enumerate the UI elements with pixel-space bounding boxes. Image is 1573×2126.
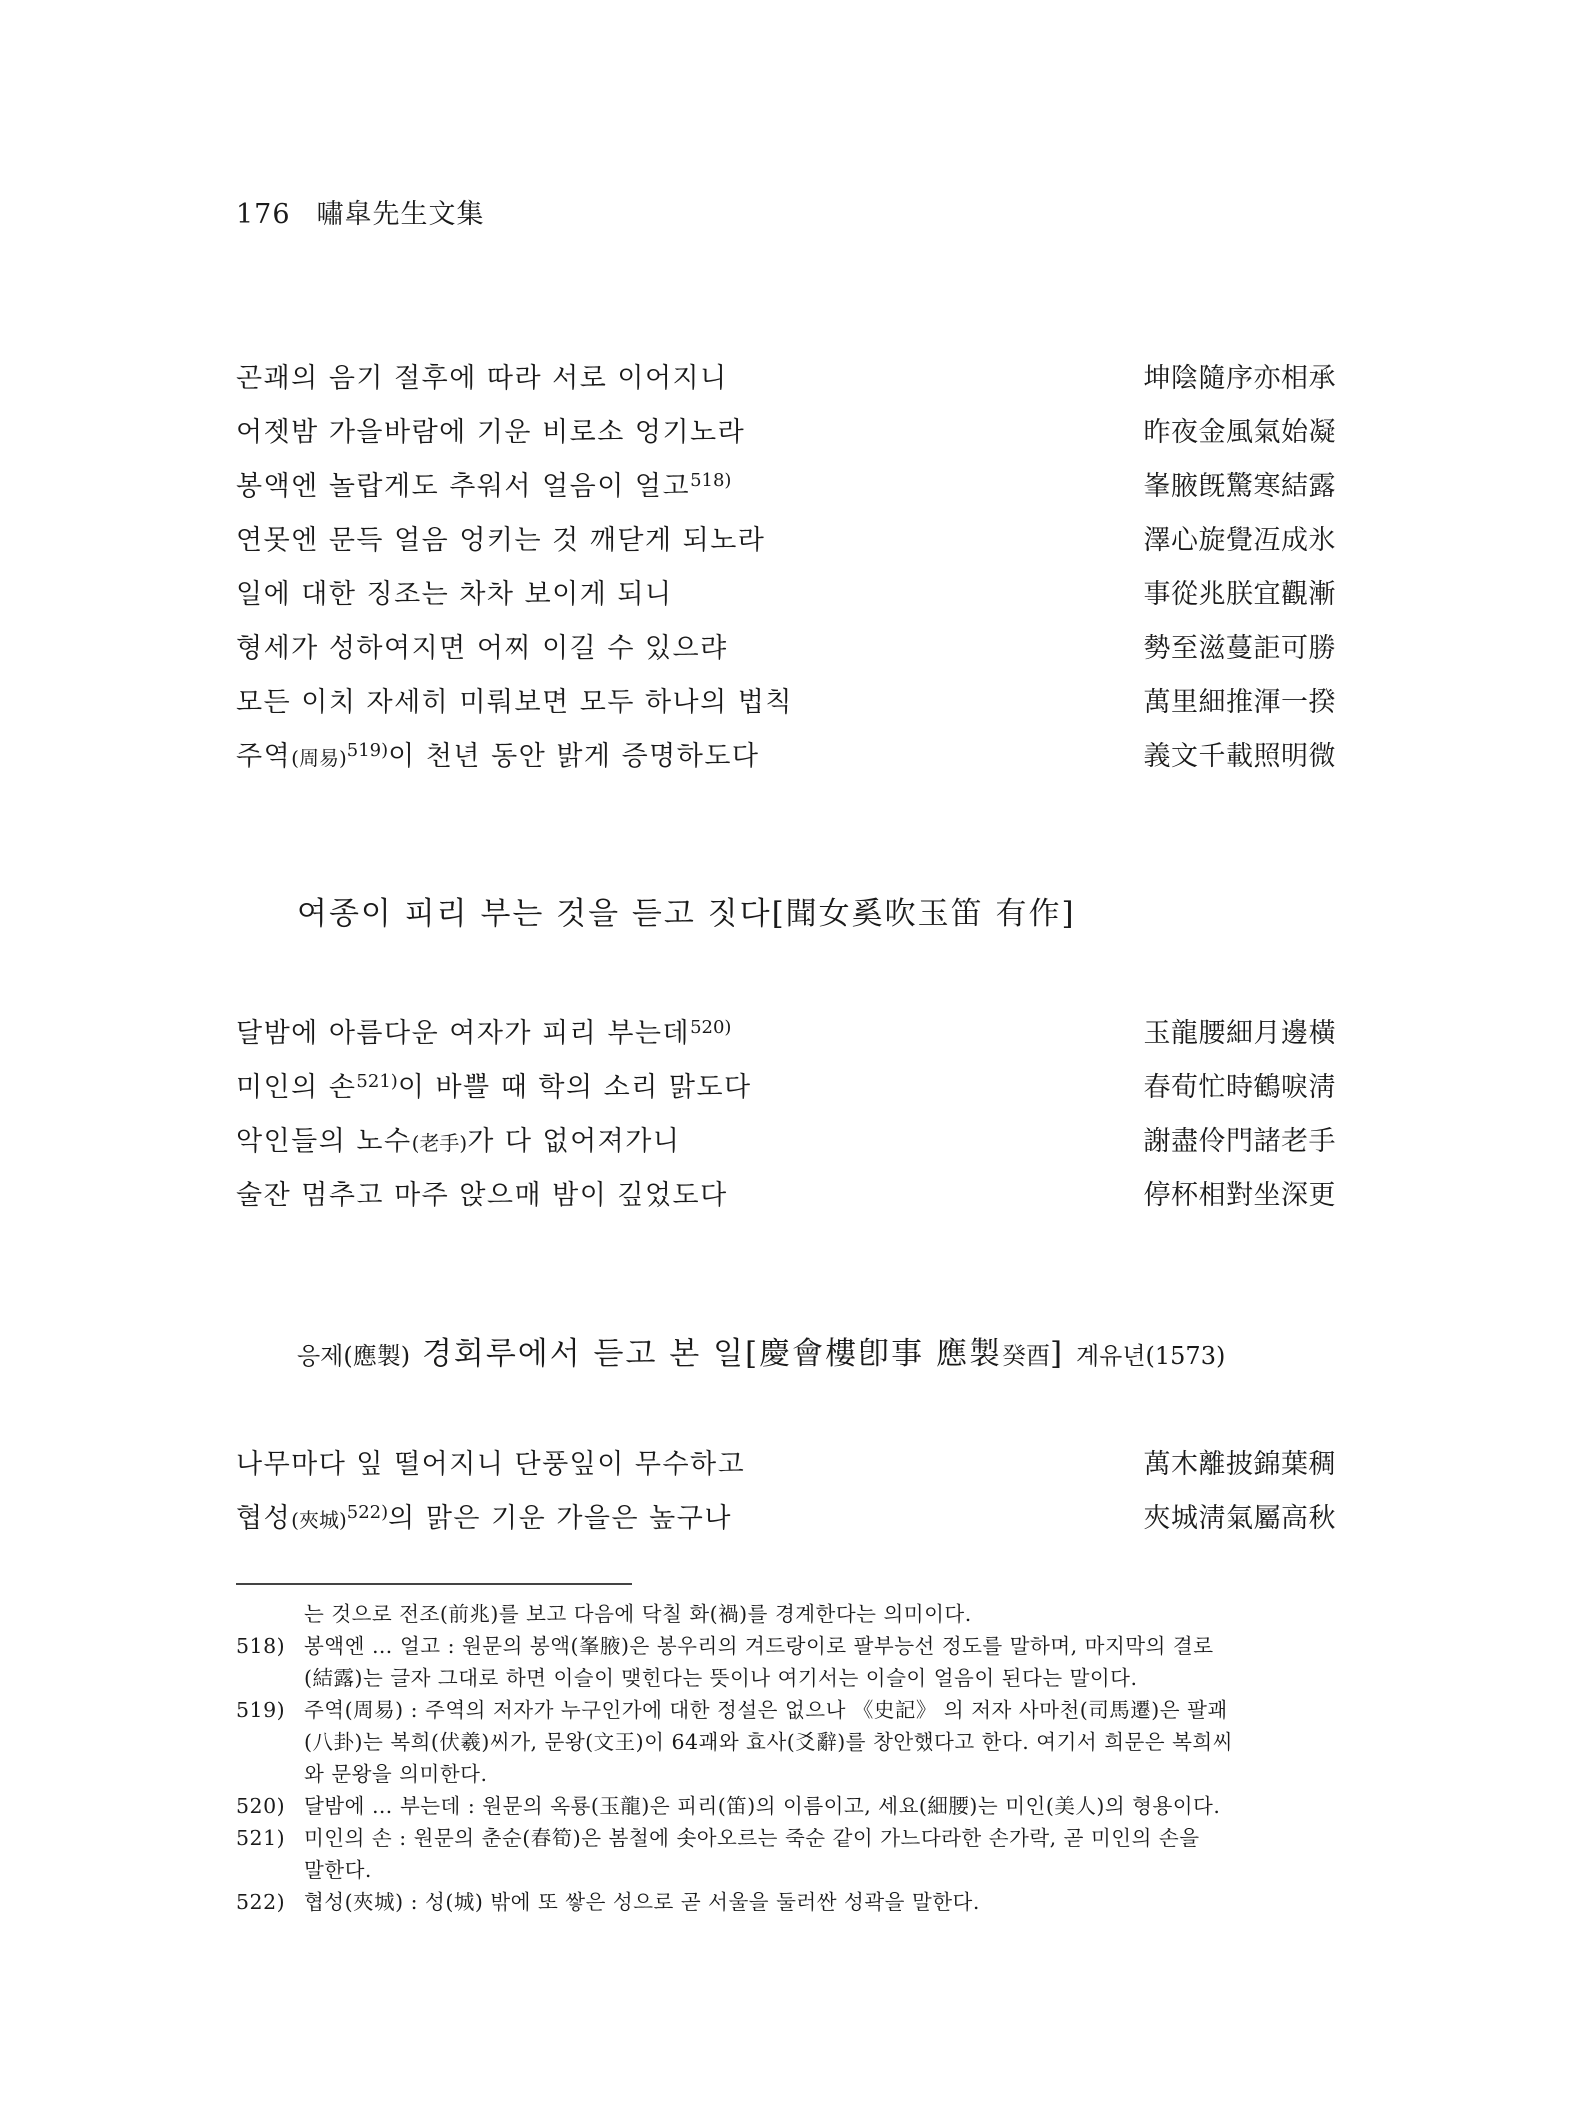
chinese-verse: 義文千載照明微: [1143, 741, 1336, 772]
verse-text: 협성: [236, 1503, 292, 1534]
footnote-ref[interactable]: 521): [356, 1071, 398, 1092]
hanja-gloss: (周易): [291, 746, 347, 770]
footnote-text: (八卦)는 복희(伏羲)씨가, 문왕(文王)이 64괘와 효사(爻辭)를 창안했다고 한다. 여기서 희문은 복희씨: [304, 1730, 1234, 1754]
footnote-519-cont: [236, 1726, 1336, 1758]
korean-verse: [236, 1061, 752, 1115]
poem-line: [236, 568, 1336, 622]
korean-verse: [236, 730, 760, 785]
footnote-number: 518): [236, 1634, 286, 1658]
title-korean: 여종이 피리 부는 것을 듣고 짓다: [297, 896, 772, 932]
poem-line: [236, 352, 1336, 406]
korean-verse: 어젯밤 가을바람에 기운 비로소 엉기노라: [236, 417, 746, 448]
footnote-ref[interactable]: 520): [690, 1017, 732, 1038]
chinese-verse: 停杯相對坐深更: [1143, 1180, 1336, 1211]
verse-text: 가 다 없어져가니: [467, 1126, 681, 1157]
verse-text: 이 천년 동안 밝게 증명하도다: [388, 741, 760, 772]
chinese-verse: 峯腋旣驚寒結露: [1143, 471, 1336, 502]
korean-verse: [236, 1492, 732, 1547]
verse-text: 이 바쁠 때 학의 소리 맑도다: [397, 1072, 752, 1103]
running-header: [236, 192, 485, 231]
chinese-verse: 萬里細推渾一揆: [1143, 687, 1336, 718]
korean-verse: [236, 1007, 731, 1061]
footnote-text: 봉액엔 … 얼고 : 원문의 봉액(峯腋)은 봉우리의 겨드랑이로 팔부능선 정도를 말하며, 마지막의 결로: [304, 1634, 1214, 1658]
poem-line: [236, 730, 1336, 784]
chinese-verse: 玉龍腰細月邊橫: [1143, 1018, 1336, 1049]
chinese-verse: 澤心旋覺冱成氷: [1143, 525, 1336, 556]
page-number: 176: [236, 199, 291, 230]
chinese-verse: 事從兆朕宜觀漸: [1143, 579, 1336, 610]
footnote-ref[interactable]: 522): [346, 1502, 389, 1523]
footnote-text: 미인의 손 : 원문의 춘순(春筍)은 봄철에 솟아오르는 죽순 같이 가느다라한 손가락, 곧 미인의 손을: [304, 1826, 1200, 1850]
title-korean: 경회루에서 듣고 본 일: [421, 1336, 746, 1372]
chinese-verse: 坤陰隨序亦相承: [1143, 363, 1336, 394]
title-bracket: ]: [1050, 1336, 1065, 1372]
footnote-518-cont: [236, 1662, 1336, 1694]
poem-line: [236, 1007, 1336, 1061]
korean-verse: [236, 460, 731, 514]
footnote-text: 달밤에 … 부는데 : 원문의 옥룡(玉龍)은 피리(笛)의 이름이고, 세요(細腰)는 미인(美人)의 형용이다.: [304, 1794, 1221, 1818]
poem-line: [236, 1115, 1336, 1169]
korean-verse: 형세가 성하여지면 어찌 이길 수 있으랴: [236, 633, 728, 664]
footnote-text: 주역(周易) : 주역의 저자가 누구인가에 대한 정설은 없으나 《史記》 의 저자 사마천(司馬遷)은 팔괘: [304, 1698, 1228, 1722]
footnotes: [236, 1598, 1336, 1918]
verse-text: 미인의 손: [236, 1072, 357, 1103]
footnote-text: 는 것으로 전조(前兆)를 보고 다음에 닥칠 화(禍)를 경계한다는 의미이다.: [304, 1602, 972, 1626]
korean-verse: 모든 이치 자세히 미뤄보면 모두 하나의 법칙: [236, 687, 793, 718]
title-year-hanja: 癸酉: [1002, 1342, 1050, 1370]
title-suffix: 계유년(1573): [1075, 1342, 1226, 1370]
poem-line: [236, 460, 1336, 514]
poem-line: [236, 1061, 1336, 1115]
title-chinese: [慶會樓卽事 應製: [745, 1336, 1002, 1372]
chinese-verse: 昨夜金風氣始凝: [1143, 417, 1336, 448]
poem-line: [236, 1438, 1336, 1492]
footnote-number: 519): [236, 1698, 286, 1722]
poem-line: [236, 622, 1336, 676]
poem-title: [297, 1328, 1225, 1373]
footnote-ref[interactable]: 519): [346, 740, 389, 761]
hanja-gloss: (老手): [411, 1131, 468, 1155]
verse-text: 의 맑은 기운 가을은 높구나: [388, 1503, 732, 1534]
korean-verse: 곤괘의 음기 절후에 따라 서로 이어지니: [236, 363, 728, 394]
verse-text: 악인들의 노수: [236, 1126, 412, 1157]
verse-text: 봉액엔 놀랍게도 추워서 얼음이 얼고: [236, 471, 691, 502]
poem-line: [236, 676, 1336, 730]
poem-1: [236, 352, 1336, 784]
footnote-522: [236, 1886, 1336, 1918]
footnote-519-cont: [236, 1758, 1336, 1790]
poem-line: [236, 406, 1336, 460]
chinese-verse: 夾城淸氣屬高秋: [1143, 1503, 1336, 1534]
chinese-verse: 萬木離披錦葉稠: [1143, 1449, 1336, 1480]
korean-verse: 일에 대한 징조는 차차 보이게 되니: [236, 579, 673, 610]
title-prefix: 응제(應製): [297, 1342, 411, 1370]
footnote-520: [236, 1790, 1336, 1822]
footnote-number: 521): [236, 1826, 286, 1850]
footnote-519: [236, 1694, 1336, 1726]
verse-text: 달밤에 아름다운 여자가 피리 부는데: [236, 1018, 691, 1049]
poem-line: [236, 514, 1336, 568]
footnote-text: 말한다.: [304, 1858, 372, 1882]
korean-verse: 연못엔 문득 얼음 엉키는 것 깨닫게 되노라: [236, 525, 766, 556]
korean-verse: 술잔 멈추고 마주 앉으매 밤이 깊었도다: [236, 1180, 728, 1211]
poem-line: [236, 1169, 1336, 1223]
chinese-verse: 謝盡伶門諸老手: [1143, 1126, 1336, 1157]
footnote-518: [236, 1630, 1336, 1662]
footnote-521-cont: [236, 1854, 1336, 1886]
chinese-verse: 勢至滋蔓詎可勝: [1143, 633, 1336, 664]
poem-title: [297, 888, 1076, 933]
korean-verse: [236, 1115, 680, 1170]
hanja-gloss: (夾城): [291, 1508, 347, 1532]
footnote-text: 와 문왕을 의미한다.: [304, 1762, 488, 1786]
footnote-number: 522): [236, 1890, 286, 1914]
verse-text: 주역: [236, 741, 292, 772]
poem-line: [236, 1492, 1336, 1546]
poem-2: [236, 1007, 1336, 1223]
chinese-verse: 春荀忙時鶴唳淸: [1143, 1072, 1336, 1103]
footnote-521: [236, 1822, 1336, 1854]
title-chinese: [聞女奚吹玉笛 有作]: [771, 896, 1076, 932]
footnote-ref[interactable]: 518): [690, 470, 732, 491]
footnote-number: 520): [236, 1794, 286, 1818]
footnote-continuation: [236, 1598, 1336, 1630]
footnote-divider: [236, 1583, 632, 1585]
korean-verse: 나무마다 잎 떨어지니 단풍잎이 무수하고: [236, 1449, 746, 1480]
footnote-text: (結露)는 글자 그대로 하면 이슬이 맺힌다는 뜻이나 여기서는 이슬이 얼음이 된다는 말이다.: [304, 1666, 1138, 1690]
footnote-text: 협성(夾城) : 성(城) 밖에 또 쌓은 성으로 곧 서울을 둘러싼 성곽을 말한다.: [304, 1890, 980, 1914]
poem-3: [236, 1438, 1336, 1546]
book-title: 嘯皐先生文集: [316, 199, 485, 230]
